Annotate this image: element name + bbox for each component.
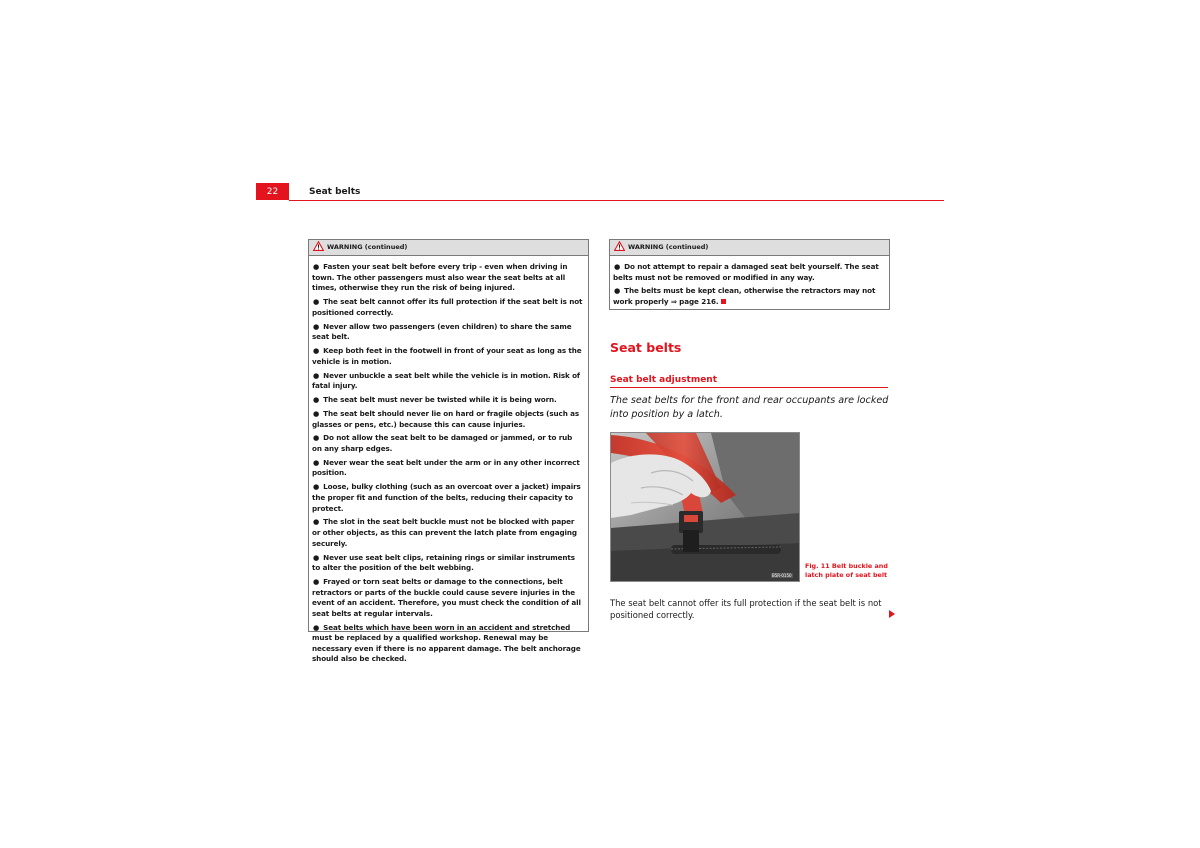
body-text: The seat belt cannot offer its full protection if the seat belt is not positioned correctly. — [610, 598, 882, 620]
warning-list — [309, 256, 588, 670]
warning-item: ● The belts must be kept clean, otherwise the retractors may not work properly ⇒ page 216. — [613, 286, 876, 307]
warning-heading-text: WARNING (continued) — [628, 243, 709, 251]
warning-list — [610, 256, 889, 313]
warning-triangle-icon — [614, 241, 625, 251]
end-of-section-marker — [721, 299, 726, 304]
warning-item: ● Fasten your seat belt before every trip - even when driving in town. The other passengers must also wear the seat belts at all times, otherwise they run the risk of being injured. — [312, 262, 568, 293]
warning-item: ● Never wear the seat belt under the arm or in any other incorrect position. — [312, 457, 580, 478]
section-title: Seat belts — [610, 340, 682, 355]
figure-caption: Fig. 11 Belt buckle and latch plate of seat belt — [805, 562, 888, 579]
continue-arrow-icon — [889, 610, 895, 618]
header-title: Seat belts — [309, 187, 361, 197]
subsection-title: Seat belt adjustment — [610, 375, 718, 385]
warning-item: ● Never allow two passengers (even children) to share the same seat belt. — [312, 321, 572, 342]
warning-item: ● Keep both feet in the footwell in front of your seat as long as the vehicle is in motion. — [312, 346, 582, 366]
warning-item: ● Seat belts which have been worn in an accident and stretched must be replaced by a qualified workshop. Renewal may be necessary even if there is no apparent damage. The belt anchorage should also be checked. — [312, 622, 581, 664]
warning-item: ● Do not allow the seat belt to be damaged or jammed, or to rub on any sharp edges. — [312, 433, 573, 453]
intro-text: The seat belts for the front and rear occupants are locked into position by a latch. — [610, 395, 889, 420]
warning-heading-text: WARNING (continued) — [327, 243, 408, 251]
warning-box-right — [609, 239, 890, 310]
warning-item: ● Never use seat belt clips, retaining rings or similar instruments to alter the position of the belt webbing. — [312, 552, 575, 573]
warning-item: ● The seat belt must never be twisted while it is being worn. — [313, 395, 557, 405]
page-header — [256, 183, 944, 201]
page-number: 22 — [256, 183, 289, 200]
warning-item: ● The seat belt should never lie on hard or fragile objects (such as glasses or pens, etc.) because this can cause injuries. — [312, 408, 580, 429]
warning-header — [610, 240, 889, 256]
warning-item: ● Frayed or torn seat belts or damage to the connections, belt retractors or parts of the buckle could cause severe injuries in the event of an accident. Therefore, you must check the condition of all seat belts at regular intervals. — [312, 577, 581, 618]
subsection-rule — [610, 387, 888, 388]
warning-item: ● Loose, bulky clothing (such as an overcoat over a jacket) impairs the proper fit and function of the belts, reducing their capacity to protect. — [312, 482, 581, 513]
warning-box-left — [308, 239, 589, 664]
figure-seat-belt-buckle — [610, 432, 800, 582]
warning-header — [309, 240, 588, 256]
warning-item: ● Do not attempt to repair a damaged seat belt yourself. The seat belts must not be removed or modified in any way. — [613, 262, 879, 282]
warning-item: ● The slot in the seat belt buckle must not be blocked with paper or other objects, as this can prevent the latch plate from engaging securely. — [312, 517, 577, 548]
figure-code: B5R-0150 — [772, 573, 792, 578]
seat-belt-buckle-illustration — [611, 433, 799, 581]
warning-item: ● The seat belt cannot offer its full protection if the seat belt is not positioned correctly. — [312, 297, 583, 317]
header-rule — [289, 200, 944, 201]
warning-triangle-icon — [313, 241, 324, 251]
warning-item: ● Never unbuckle a seat belt while the vehicle is in motion. Risk of fatal injury. — [312, 370, 580, 391]
